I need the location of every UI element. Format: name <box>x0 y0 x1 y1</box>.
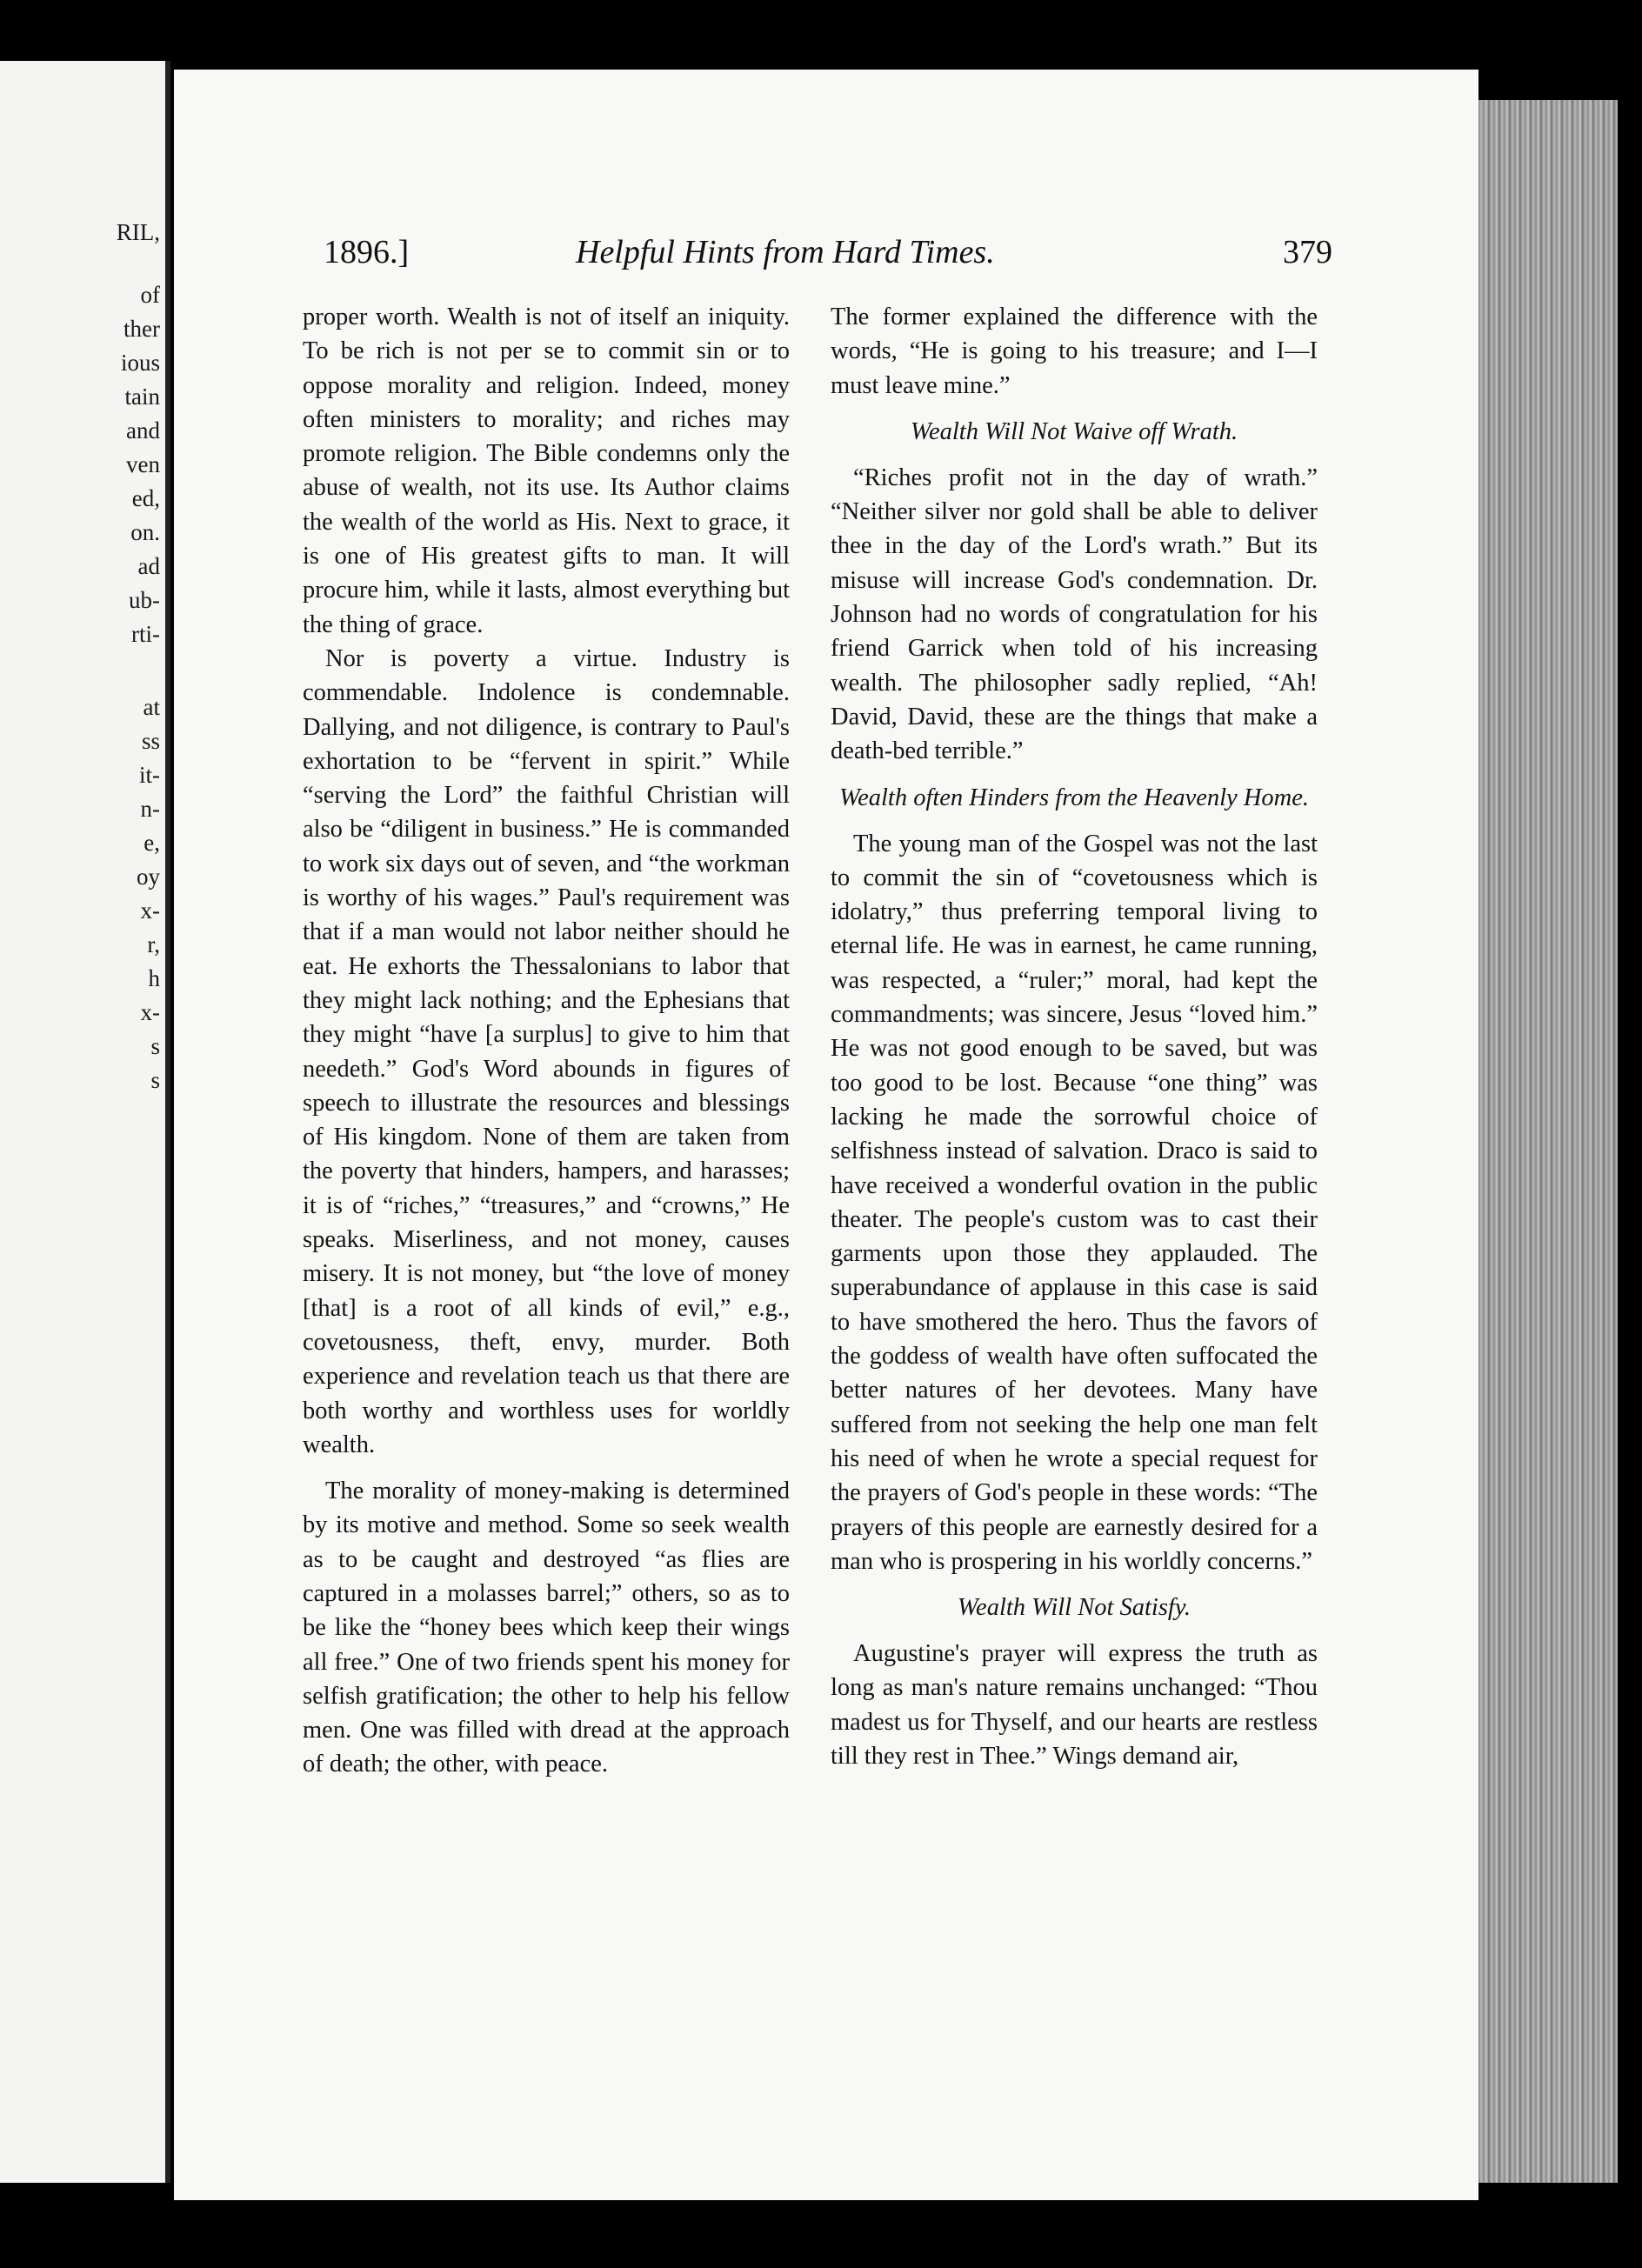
left-page-fragment: ss <box>141 728 160 754</box>
section-heading: Wealth often Hinders from the Heavenly Home. <box>838 784 1310 811</box>
section-heading: Wealth Will Not Satisfy. <box>957 1594 1191 1622</box>
left-page-fragment: ad <box>137 553 160 579</box>
left-page-fragment: n- <box>140 796 160 822</box>
left-page-fragment: at <box>143 694 160 720</box>
left-page-fragment: ub- <box>129 587 160 613</box>
left-page-fragment: and <box>126 417 160 444</box>
paragraph: Nor is poverty a virtue. Industry is commendable. Indolence is condemnable. Dallying, and not diligence, is contrary to Paul's exhortation to be “fervent in spirit.” While “serving the Lord” the faithful Christian will also be “diligent in business.” He is commanded to work six days out of seven, and “the workman is worthy of his wages.” Paul's requirement was that if a man would not labor neither should he eat. He exhorts the Thessalonians to labor that they might lack nothing; and the Ephesians that they might “have [a surplus] to give to him that needeth.” God's Word abounds in figures of speech to illustrate the resources and blessings of His kingdom. None of them are taken from the poverty that hinders, hampers, and harasses; it is of “riches,” “treasures,” and “crowns,” He speaks. Miserliness, and not money, causes misery. It is not money, but “the love of money [that] is a root of all kinds of evil,” e.g., covetousness, theft, envy, murder. Both experience and revelation teach us that there are both worthy and worthless uses for worldly wealth. <box>303 644 790 1458</box>
page-number: 379 <box>1283 234 1332 270</box>
paragraph: The morality of money-making is determined by its motive and method. Some so seek wealth as to be caught and destroyed “as flies are captured in a molasses barrel;” others, so as to be like the “honey bees which keep their wings all free.” One of two friends spent his money for selfish gratification; the other to help his fellow men. One was filled with dread at the approach of death; the other, with peace. <box>303 1478 790 1778</box>
paragraph: “Riches profit not in the day of wrath.” “Neither silver nor gold shall be able to deliver thee in the day of the Lord's wrath.” But its misuse will increase God's condemnation. Dr. Johnson had no words of congratulation for his friend Garrick when told of his increasing wealth. The philosopher sadly replied, “Ah! David, David, these are the things that make a death-bed terrible.” <box>831 464 1318 765</box>
left-page-fragment: s <box>150 1067 160 1093</box>
header-title: Helpful Hints from Hard Times. <box>576 234 995 270</box>
left-page-fragment: e, <box>144 830 160 856</box>
left-page-edge <box>0 61 170 2183</box>
left-page-fragment: it- <box>139 762 160 788</box>
paragraph: Augustine's prayer will express the truth as long as man's nature remains unchanged: “Thou madest us for Thyself, and our hearts are restless till they rest in Thee.” Wings demand air, <box>831 1640 1318 1770</box>
left-column <box>303 300 790 1782</box>
left-page-fragment: x- <box>140 999 160 1025</box>
left-page-fragment: ther <box>123 316 160 342</box>
left-page-fragment: on. <box>130 519 160 545</box>
left-page-fragment: ed, <box>131 485 160 511</box>
header-year: 1896.] <box>324 234 410 270</box>
left-page-fragment: x- <box>140 897 160 924</box>
running-header <box>324 233 1332 285</box>
left-page-fragment: ven <box>126 451 160 477</box>
left-page-fragment: RIL, <box>116 219 160 245</box>
page-stack-edge <box>1478 100 1618 2183</box>
section-heading: Wealth Will Not Waive off Wrath. <box>910 417 1238 445</box>
left-page-fragment: tain <box>124 384 160 410</box>
left-page-fragment: oy <box>137 864 160 890</box>
right-column <box>831 300 1318 1773</box>
paragraph: The former explained the difference with the words, “He is going to his treasure; and I—I must leave mine.” <box>831 304 1318 399</box>
left-page-fragment: rti- <box>131 621 160 647</box>
left-page-fragment: of <box>140 282 160 308</box>
left-page-fragment: s <box>150 1033 160 1059</box>
paragraph: proper worth. Wealth is not of itself an iniquity. To be rich is not per se to commit sin or to oppose morality and religion. Indeed, money often ministers to morality; and riches may promote religion. The Bible condemns only the abuse of wealth, not its use. Its Author claims the wealth of the world as His. Next to grace, it is one of His greatest gifts to man. It will procure him, while it lasts, almost everything but the thing of grace. <box>303 304 790 638</box>
left-page-fragment: r, <box>147 931 160 957</box>
left-page-fragment: h <box>148 965 160 991</box>
paragraph: The young man of the Gospel was not the last to commit the sin of “covetousness which is idolatry,” thus preferring temporal living to eternal life. He was in earnest, he came running, was respected, a “ruler;” moral, had kept the commandments; was sincere, Jesus “loved him.” He was not good enough to be saved, but was too good to be lost. Because “one thing” was lacking he made the sorrowful choice of selfishness instead of salvation. Draco is said to have received a wonderful ovation in the public theater. The people's custom was to cast their garments upon those they applauded. The superabundance of applause in this case is said to have smothered the hero. Thus the favors of the goddess of wealth have often suffocated the better natures of her devotees. Many have suffered from not seeking the help one man felt his need of when he wrote a special request for the prayers of God's people in these words: “The prayers of this people are earnestly desired for a man who is prospering in his worldly concerns.” <box>831 830 1318 1575</box>
left-page-fragment: ious <box>120 350 160 376</box>
